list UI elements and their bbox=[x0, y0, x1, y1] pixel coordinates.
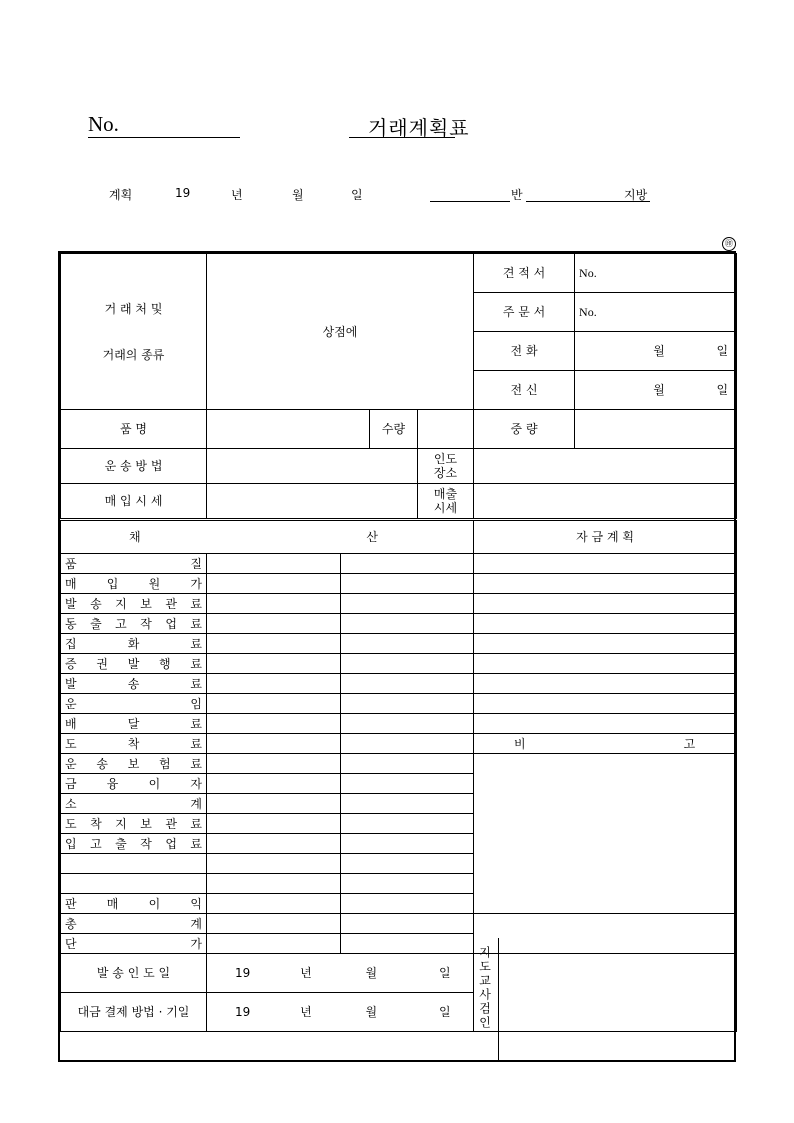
plan-year: 19 bbox=[175, 186, 191, 200]
fund-plan-header: 자 금 계 획 bbox=[474, 520, 737, 554]
no-label: No. bbox=[88, 112, 119, 136]
calc-value-a[interactable] bbox=[207, 914, 341, 934]
calc-value-a[interactable] bbox=[207, 634, 341, 654]
calc-value-a[interactable] bbox=[207, 874, 341, 894]
title-underline bbox=[349, 137, 455, 138]
shop-cell[interactable] bbox=[207, 254, 474, 410]
calc-row-label: 품 질 bbox=[61, 554, 207, 574]
calc-value-a[interactable] bbox=[207, 814, 341, 834]
advisor-stamp-area[interactable] bbox=[474, 914, 737, 954]
fund-plan-field[interactable] bbox=[474, 714, 737, 734]
calc-value-a[interactable] bbox=[207, 714, 341, 734]
calc-value-b[interactable] bbox=[341, 714, 474, 734]
plan-day-unit: 일 bbox=[351, 188, 363, 202]
calc-row-label bbox=[61, 854, 207, 874]
calc-row-label: 발 송 지 보 관 료 bbox=[61, 594, 207, 614]
calc-row-label: 발 송 료 bbox=[61, 674, 207, 694]
estimate-label: 견 적 서 bbox=[474, 254, 575, 293]
calc-value-a[interactable] bbox=[207, 774, 341, 794]
telegram-label: 전 신 bbox=[474, 371, 575, 410]
calc-value-b[interactable] bbox=[341, 554, 474, 574]
calc-row-label: 집 화 료 bbox=[61, 634, 207, 654]
calc-value-b[interactable] bbox=[341, 774, 474, 794]
calc-row-label: 동 출 고 작 업 료 bbox=[61, 614, 207, 634]
calc-value-b[interactable] bbox=[341, 874, 474, 894]
calc-value-b[interactable] bbox=[341, 914, 474, 934]
calc-row-label: 총 계 bbox=[61, 914, 207, 934]
calc-value-a[interactable] bbox=[207, 554, 341, 574]
sale-price-label: 매출 시세 bbox=[418, 484, 474, 520]
phone-day: 일 bbox=[716, 344, 729, 358]
plan-month-unit: 월 bbox=[292, 188, 304, 202]
transport-method-label: 운 송 방 법 bbox=[61, 449, 207, 484]
fund-plan-field[interactable] bbox=[474, 574, 737, 594]
calc-value-b[interactable] bbox=[341, 634, 474, 654]
fund-plan-field[interactable] bbox=[474, 594, 737, 614]
calc-value-a[interactable] bbox=[207, 594, 341, 614]
ban-blank bbox=[430, 201, 510, 202]
trade-plan-table bbox=[60, 253, 737, 1032]
estimate-no-field[interactable] bbox=[575, 254, 737, 293]
quantity-label: 수량 bbox=[370, 410, 418, 449]
order-no-field[interactable] bbox=[575, 293, 737, 332]
transport-method-field[interactable] bbox=[207, 449, 418, 484]
calc-value-b[interactable] bbox=[341, 814, 474, 834]
calc-row-label: 입 고 출 작 업 료 bbox=[61, 834, 207, 854]
ban-label: 반 bbox=[511, 188, 523, 202]
calc-value-b[interactable] bbox=[341, 854, 474, 874]
phone-date-field[interactable] bbox=[575, 332, 737, 371]
fund-plan-field[interactable] bbox=[474, 694, 737, 714]
purchase-price-label: 매 입 시 세 bbox=[61, 484, 207, 520]
calc-header-right: 산 bbox=[366, 530, 379, 544]
product-name-field[interactable] bbox=[207, 410, 370, 449]
no-underline bbox=[88, 137, 240, 138]
fund-plan-field[interactable] bbox=[474, 554, 737, 574]
calc-value-a[interactable] bbox=[207, 654, 341, 674]
calc-value-b[interactable] bbox=[341, 674, 474, 694]
calc-value-b[interactable] bbox=[341, 614, 474, 634]
calc-row-label: 금 융 이 자 bbox=[61, 774, 207, 794]
calc-header-left: 채 bbox=[129, 530, 141, 544]
plan-label: 계획 bbox=[109, 188, 133, 202]
ship-date-field[interactable]: 19 년 월 일 bbox=[207, 954, 474, 993]
calc-value-a[interactable] bbox=[207, 734, 341, 754]
shop-label: 상점에 bbox=[322, 324, 358, 339]
weight-field[interactable] bbox=[575, 410, 737, 449]
calc-row-label: 도 착 지 보 관 료 bbox=[61, 814, 207, 834]
partner-label: 거 래 처 및 거래의 종류 bbox=[61, 254, 207, 410]
remark-header bbox=[474, 734, 737, 754]
delivery-place-label: 인도 장소 bbox=[418, 449, 474, 484]
estimate-no-label: No. bbox=[579, 266, 597, 280]
delivery-place-field[interactable] bbox=[474, 449, 737, 484]
calc-value-b[interactable] bbox=[341, 594, 474, 614]
calc-value-b[interactable] bbox=[341, 694, 474, 714]
sale-price-field[interactable] bbox=[474, 484, 737, 520]
calc-row-label: 소 계 bbox=[61, 794, 207, 814]
calc-value-a[interactable] bbox=[207, 934, 341, 954]
calc-value-b[interactable] bbox=[341, 894, 474, 914]
fund-plan-field[interactable] bbox=[474, 654, 737, 674]
weight-label: 중 량 bbox=[474, 410, 575, 449]
calc-row-label bbox=[61, 874, 207, 894]
calc-row-label: 판 매 이 익 bbox=[61, 894, 207, 914]
payment-label: 대금 결제 방법 · 기일 bbox=[61, 993, 207, 1032]
payment-field[interactable]: 19 년 월 일 bbox=[207, 993, 474, 1032]
region-underline bbox=[624, 201, 650, 202]
calc-value-b[interactable] bbox=[341, 754, 474, 774]
calc-value-b[interactable] bbox=[341, 574, 474, 594]
calc-value-a[interactable] bbox=[207, 574, 341, 594]
calc-header bbox=[61, 520, 474, 554]
order-no-label: No. bbox=[579, 305, 597, 319]
calc-value-a[interactable] bbox=[207, 794, 341, 814]
calc-value-a[interactable] bbox=[207, 894, 341, 914]
remark-label-1: 비 bbox=[514, 736, 526, 751]
calc-row-label: 운 송 보 험 료 bbox=[61, 754, 207, 774]
page-title: 거래계획표 bbox=[368, 116, 470, 140]
calc-value-a[interactable] bbox=[207, 754, 341, 774]
calc-value-b[interactable] bbox=[341, 834, 474, 854]
calc-value-a[interactable] bbox=[207, 674, 341, 694]
calc-row-label: 운 임 bbox=[61, 694, 207, 714]
phone-label: 전 화 bbox=[474, 332, 575, 371]
fund-plan-field[interactable] bbox=[474, 634, 737, 654]
calc-value-a[interactable] bbox=[207, 834, 341, 854]
telegram-month: 월 bbox=[653, 383, 665, 397]
advisor-cell bbox=[474, 954, 737, 1032]
remark-field[interactable] bbox=[474, 754, 737, 914]
telegram-date-field[interactable] bbox=[575, 371, 737, 410]
calc-value-a[interactable] bbox=[207, 694, 341, 714]
calc-row-label: 증 권 발 행 료 bbox=[61, 654, 207, 674]
calc-row-label: 배 달 료 bbox=[61, 714, 207, 734]
region-label: 지방 bbox=[624, 188, 648, 202]
calc-row-label: 단 가 bbox=[61, 934, 207, 954]
telegram-day: 일 bbox=[716, 383, 729, 397]
quantity-field[interactable] bbox=[418, 410, 474, 449]
calc-value-b[interactable] bbox=[341, 734, 474, 754]
order-label: 주 문 서 bbox=[474, 293, 575, 332]
plan-year-unit: 년 bbox=[231, 188, 243, 202]
calc-row-label: 도 착 료 bbox=[61, 734, 207, 754]
calc-value-b[interactable] bbox=[341, 934, 474, 954]
fund-plan-field[interactable] bbox=[474, 674, 737, 694]
advisor-label: 지도교사검인 bbox=[477, 946, 492, 1030]
calc-value-b[interactable] bbox=[341, 794, 474, 814]
purchase-price-field[interactable] bbox=[207, 484, 418, 520]
calc-row-label: 매 입 원 가 bbox=[61, 574, 207, 594]
calc-value-b[interactable] bbox=[341, 654, 474, 674]
region-blank bbox=[526, 201, 624, 202]
calc-value-a[interactable] bbox=[207, 614, 341, 634]
product-name-label: 품 명 bbox=[61, 410, 207, 449]
advisor-label-box bbox=[471, 938, 499, 1062]
ship-date-label: 발 송 인 도 일 bbox=[61, 954, 207, 993]
remark-label-2: 고 bbox=[683, 736, 696, 751]
seal-mark: ㊞ bbox=[722, 237, 736, 251]
calc-value-a[interactable] bbox=[207, 854, 341, 874]
phone-month: 월 bbox=[653, 344, 665, 358]
fund-plan-field[interactable] bbox=[474, 614, 737, 634]
